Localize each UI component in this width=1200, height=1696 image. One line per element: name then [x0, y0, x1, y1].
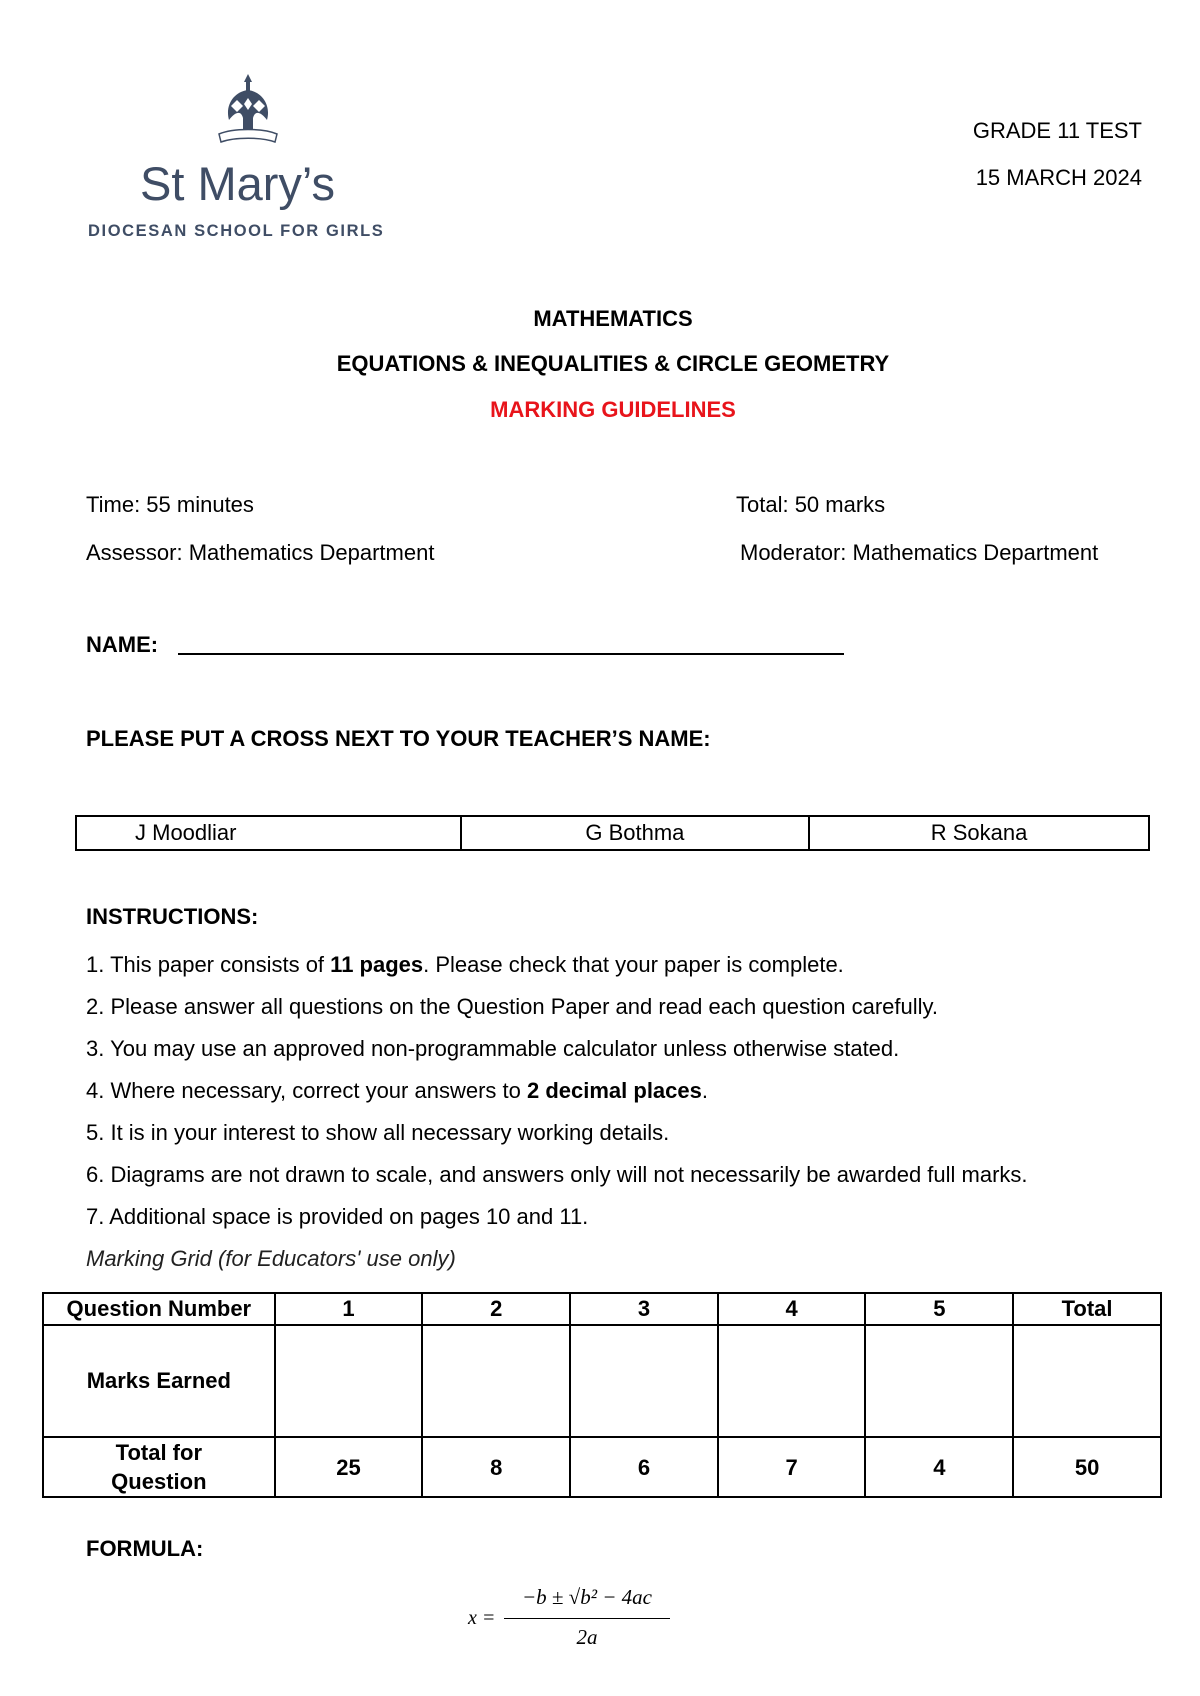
- name-label: NAME:: [86, 632, 159, 657]
- question-total-cell: 50: [1013, 1437, 1161, 1497]
- marking-guidelines-title: MARKING GUIDELINES: [490, 397, 736, 422]
- grid-header-cell: 4: [718, 1293, 866, 1325]
- assessor-info: Assessor: Mathematics Department: [86, 540, 435, 565]
- instruction-item: 7. Additional space is provided on pages 10 and 11.: [86, 1204, 589, 1229]
- logo-sub-text: DIOCESAN SCHOOL FOR GIRLS: [88, 222, 385, 240]
- grid-header-cell: 1: [275, 1293, 423, 1325]
- marks-earned-cell[interactable]: [570, 1325, 718, 1437]
- quadratic-formula: [468, 1585, 668, 1655]
- moderator-info: Moderator: Mathematics Department: [740, 540, 1099, 565]
- instructions-heading: INSTRUCTIONS:: [86, 904, 259, 929]
- marks-earned-cell[interactable]: [1013, 1325, 1161, 1437]
- teacher-cell[interactable]: J Moodliar: [76, 816, 461, 850]
- logo-main-text: St Mary’s: [140, 157, 335, 210]
- crest-icon: [213, 72, 283, 154]
- grid-header-cell: 2: [422, 1293, 570, 1325]
- topic-title: EQUATIONS & INEQUALITIES & CIRCLE GEOMETRY: [336, 351, 890, 376]
- instruction-item: 6. Diagrams are not drawn to scale, and answers only will not necessarily be awarded full marks.: [86, 1162, 1028, 1187]
- teacher-prompt: PLEASE PUT A CROSS NEXT TO YOUR TEACHER’S NAME:: [86, 726, 711, 751]
- marks-earned-cell[interactable]: [718, 1325, 866, 1437]
- question-total-cell: 4: [865, 1437, 1013, 1497]
- instruction-item: 5. It is in your interest to show all necessary working details.: [86, 1120, 670, 1145]
- subject-title: MATHEMATICS: [533, 306, 693, 331]
- total-for-question-label: Total for Question: [43, 1437, 275, 1497]
- teacher-cell[interactable]: G Bothma: [461, 816, 809, 850]
- question-total-cell: 25: [275, 1437, 423, 1497]
- fraction-bar: [504, 1618, 670, 1619]
- marks-earned-cell[interactable]: [865, 1325, 1013, 1437]
- marking-grid-caption: Marking Grid (for Educators' use only): [86, 1246, 456, 1271]
- name-field[interactable]: [178, 653, 844, 655]
- formula-lhs: x =: [468, 1607, 496, 1629]
- formula-label: FORMULA:: [86, 1536, 204, 1561]
- grid-header-cell: Question Number: [43, 1293, 275, 1325]
- instruction-item: 2. Please answer all questions on the Question Paper and read each question carefully.: [86, 994, 939, 1019]
- formula-numerator: −b ± √b² − 4ac: [521, 1585, 652, 1609]
- grid-header-cell: Total: [1013, 1293, 1161, 1325]
- teacher-cell[interactable]: R Sokana: [809, 816, 1149, 850]
- instruction-item: 1. This paper consists of 11 pages. Please check that your paper is complete.: [86, 952, 844, 977]
- marks-earned-label: Marks Earned: [43, 1325, 275, 1437]
- teacher-table: [75, 815, 1150, 851]
- formula-denominator: 2a: [576, 1625, 598, 1649]
- total-info: Total: 50 marks: [736, 492, 886, 517]
- test-date: 15 MARCH 2024: [975, 165, 1142, 190]
- time-info: Time: 55 minutes: [86, 492, 254, 517]
- marking-grid: [42, 1292, 1162, 1498]
- question-total-cell: 7: [718, 1437, 866, 1497]
- question-total-cell: 6: [570, 1437, 718, 1497]
- question-total-cell: 8: [422, 1437, 570, 1497]
- marks-earned-cell[interactable]: [422, 1325, 570, 1437]
- grid-header-cell: 5: [865, 1293, 1013, 1325]
- school-logo: [88, 72, 408, 252]
- instruction-item: 3. You may use an approved non-programmable calculator unless otherwise stated.: [86, 1036, 900, 1061]
- instruction-item: 4. Where necessary, correct your answers to 2 decimal places.: [86, 1078, 708, 1103]
- grid-header-cell: 3: [570, 1293, 718, 1325]
- grade-label: GRADE 11 TEST: [972, 118, 1142, 143]
- marks-earned-cell[interactable]: [275, 1325, 423, 1437]
